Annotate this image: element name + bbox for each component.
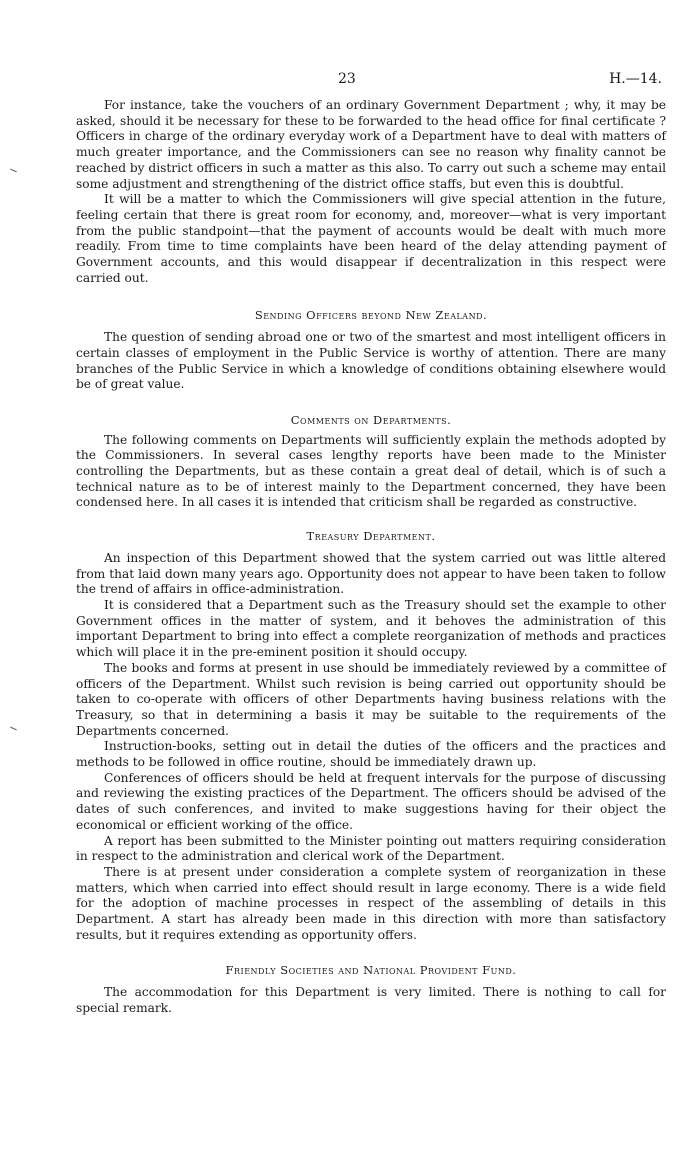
document-body bbox=[76, 98, 666, 1017]
paragraph: It is considered that a Department such as the Treasury should set the example to other Government offices in the matter of system, and it behoves the administration of this important Department to bring into effect a complete reorganization of methods and practices which will place it in the pre-eminent position it should occupy. bbox=[76, 597, 666, 660]
paragraph: The following comments on Departments will sufficiently explain the methods adopted by the Commissioners. In several cases lengthy reports have been made to the Minister controlling the Departments, but as these contain a great deal of detail, which is of such a technical nature as to be of interest mainly to the Department concerned, they have been condensed here. In all cases it is intended that criticism shall be regarded as constructive. bbox=[76, 432, 666, 510]
section-heading: Friendly Societies and National Provident Fund. bbox=[225, 963, 517, 978]
section-treasury-department bbox=[76, 529, 666, 943]
section-heading: Comments on Departments. bbox=[290, 412, 452, 427]
paragraph: The accommodation for this Department is very limited. There is nothing to call for special remark. bbox=[76, 985, 666, 1015]
paragraph: It will be a matter to which the Commissioners will give special attention in the future, feeling certain that there is great room for economy, and, moreover—what is very important from the public standpoint—that the payment of accounts would be dealt with much more readily. From time to time complaints have been heard of the delay attending payment of Government accounts, and this would disappear if decentralization in this respect were carried out. bbox=[76, 192, 666, 285]
section-friendly-societies bbox=[76, 963, 666, 1016]
section-heading: Treasury Department. bbox=[306, 529, 436, 544]
paragraph: For instance, take the vouchers of an ordinary Government Department ; why, it may be asked, should it be necessary for these to be forwarded to the head office for final certificate ? Officers in charge of the ordinary everyday work of a Department have to deal with matters of much greater importance, and the Commissioners can see no reason why finality cannot be reached by district officers in such a matter as this also. To carry out such a scheme may entail some adjustment and strengthening of the district office staffs, but even this is doubtful. bbox=[76, 98, 666, 191]
paragraph: An inspection of this Department showed that the system carried out was little altered from that laid down many years ago. Opportunity does not appear to have been taken to follow the trend of affairs in office-administration. bbox=[76, 550, 666, 597]
page-number: 23 bbox=[338, 71, 356, 87]
paragraph: The books and forms at present in use should be immediately reviewed by a committee of officers of the Department. Whilst such revision is being carried out opportunity should be taken to co-operate with officers of other Departments having business relations with the Treasury, so that in determining a basis it may be suitable to the requirements of the Departments concerned. bbox=[76, 660, 666, 738]
margin-mark bbox=[10, 727, 17, 731]
section-decentralization bbox=[76, 98, 666, 286]
paragraph: Instruction-books, setting out in detail the duties of the officers and the practices and methods to be followed in office routine, should be immediately drawn up. bbox=[76, 739, 666, 770]
document-reference: H.—14. bbox=[609, 71, 662, 87]
paragraph: There is at present under consideration a complete system of reorganization in these matters, which when carried into effect should result in large economy. There is a wide field for the adoption of machine processes in respect of the assembling of details in this Department. A start has already been made in this direction with more than satisfactory results, but it requires extending as opportunity offers. bbox=[76, 864, 666, 942]
section-heading: Sending Officers beyond New Zealand. bbox=[254, 308, 488, 323]
section-sending-officers bbox=[76, 308, 666, 393]
margin-mark bbox=[10, 169, 17, 173]
section-comments-on-departments bbox=[76, 413, 666, 511]
paragraph: The question of sending abroad one or two of the smartest and most intelligent officers in certain classes of employment in the Public Service is worthy of attention. There are many branches of the Public Service in which a knowledge of conditions obtaining elsewhere would be of great value. bbox=[76, 330, 666, 392]
paragraph: Conferences of officers should be held at frequent intervals for the purpose of discussing and reviewing the existing practices of the Department. The officers should be advised of the dates of such conferences, and invited to make suggestions having for their object the economical or efficient working of the office. bbox=[76, 770, 666, 832]
paragraph: A report has been submitted to the Minister pointing out matters requiring consideration in respect to the administration and clerical work of the Department. bbox=[76, 833, 666, 864]
